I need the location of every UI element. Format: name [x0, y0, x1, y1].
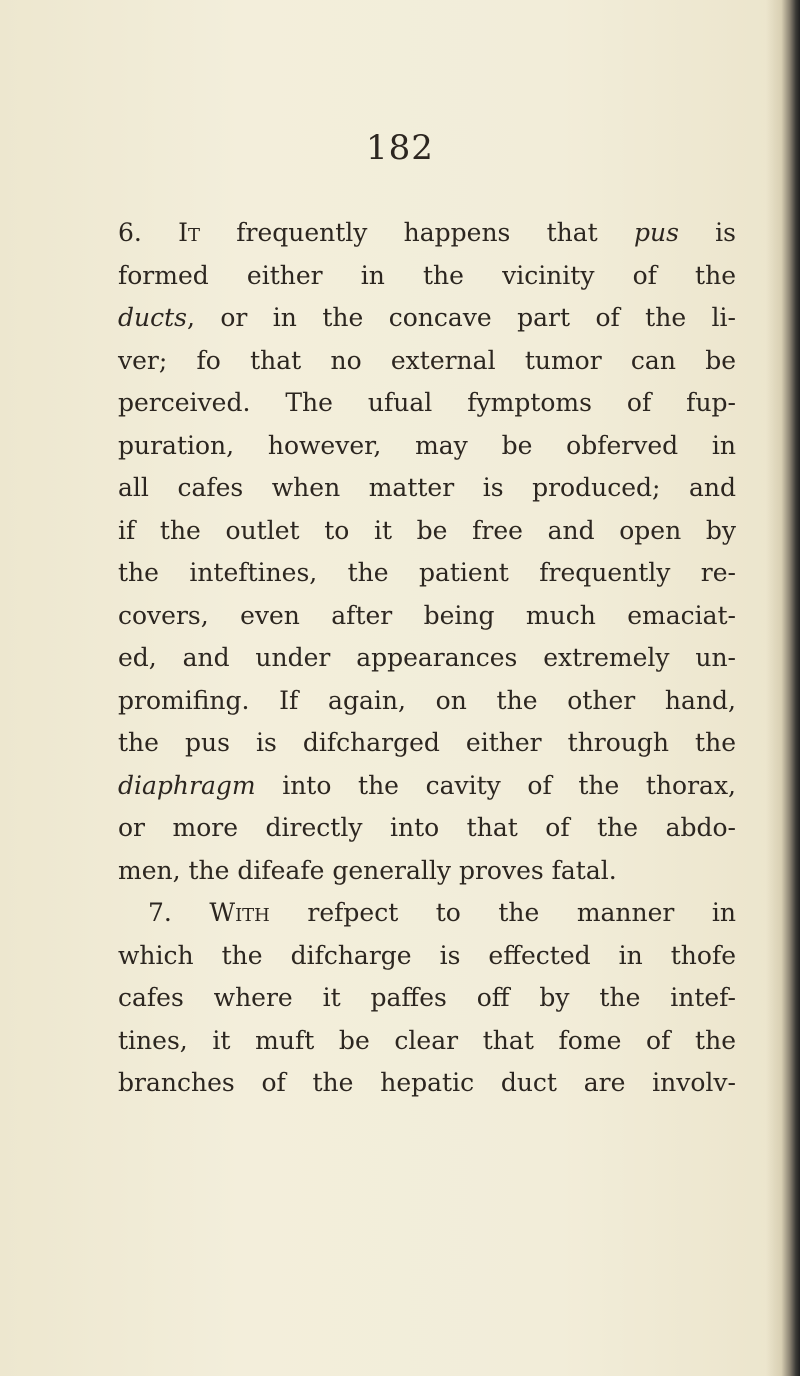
italic-term: pus — [633, 218, 679, 247]
text-run: branches of the hepatic duct are involv- — [118, 1068, 736, 1097]
text-run: 7. — [148, 898, 210, 927]
text-line — [118, 807, 736, 850]
text-line — [118, 595, 736, 638]
text-line — [118, 382, 736, 425]
text-run: perceived. The ufual fymptoms of fup- — [118, 388, 736, 417]
text-run: puration, however, may be obferved in — [118, 430, 736, 460]
text-run: , or in the concave part of the li- — [186, 303, 736, 332]
text-run: the inteftines, the patient frequently re- — [118, 558, 736, 587]
text-run: 6. — [118, 218, 179, 247]
text-line — [118, 977, 736, 1020]
text-run: which the difcharge is effected in thofe — [118, 940, 736, 970]
text-run: all cafes when matter is produced; and — [118, 473, 736, 502]
text-line — [118, 637, 736, 680]
body-text — [118, 212, 736, 1105]
text-line — [118, 255, 736, 298]
text-line — [118, 892, 736, 935]
page-binding-edge — [766, 0, 800, 1376]
text-run: if the outlet to it be free and open by — [118, 515, 736, 545]
text-run: formed either in the vicinity of the — [118, 260, 736, 290]
text-line — [118, 722, 736, 765]
text-run: men, the difeafe generally proves fatal. — [118, 855, 617, 885]
text-line — [118, 552, 736, 595]
text-run: is — [678, 218, 736, 247]
text-run: frequently happens that — [200, 218, 634, 247]
text-run: into the cavity of the thorax, — [255, 770, 736, 800]
text-run: ed, and under appearances extremely un- — [118, 643, 736, 672]
text-run: covers, even after being much emaciat- — [118, 600, 736, 630]
small-caps-word: With — [209, 898, 270, 927]
text-line — [118, 510, 736, 553]
text-line — [118, 297, 736, 340]
text-run: cafes where it paffes off by the intef- — [118, 983, 736, 1012]
small-caps-word: It — [178, 218, 200, 247]
text-line — [118, 467, 736, 510]
text-line — [118, 425, 736, 468]
text-run: the pus is difcharged either through the — [118, 728, 736, 757]
text-line — [118, 765, 736, 808]
text-line — [118, 680, 736, 723]
text-run: tines, it muft be clear that fome of the — [118, 1025, 736, 1055]
text-run: or more directly into that of the abdo- — [118, 813, 736, 842]
text-line — [118, 1020, 736, 1063]
text-line — [118, 935, 736, 978]
page-number: 182 — [366, 128, 434, 168]
text-line — [118, 340, 736, 383]
text-line — [118, 1062, 736, 1105]
text-run: promifing. If again, on the other hand, — [118, 685, 736, 715]
text-run: refpect to the manner in — [269, 898, 736, 927]
italic-term: ducts — [118, 303, 187, 332]
text-line — [118, 850, 736, 893]
italic-term: diaphragm — [118, 770, 256, 800]
text-run: ver; fo that no external tumor can be — [118, 345, 736, 375]
text-line — [118, 212, 736, 255]
